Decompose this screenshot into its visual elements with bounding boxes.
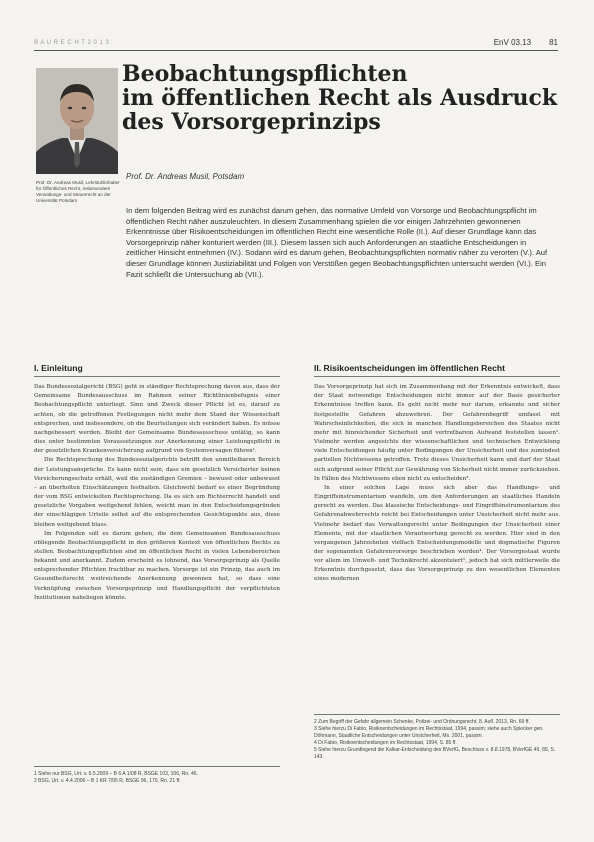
paragraph: In einer solchen Lage muss sich aber das Handlungs- und Eingriffsinstrumentarium wandeln, um den Anforderungen an staatliches Handeln gerecht zu werden. Das klassische Entscheidungs- und Eingriffsinstrumentarium des Gefahrenabwehrrechts reicht bei Entscheidungen unter Unsicherheit nicht mehr aus. Vielmehr bedarf das Verwaltungsrecht unter Bedingungen der Unsicherheit einer Elemente, mit der staatlichen Verantwortung gerecht zu werden. Hier sind in den vergangenen Jahrzehnten vielfach Entscheidungsmodelle und dogmatische Figuren der sogenannten Gefahrenvorsorge beschrieben worden⁴. Der Vorsorgestaat wurde vor allem im Umwelt- und Technikrecht akzentuiert⁵, jedoch hat sich mittlerweile die Erkenntnis durchgesetzt, dass das Vorsorgeprinzip zu den wesentlichen Elementen eines modernen <box>314 484 560 583</box>
left-column <box>34 364 280 603</box>
footnotes-left <box>34 766 280 785</box>
portrait-image <box>36 68 118 174</box>
page-number: 81 <box>549 38 558 47</box>
section-heading: I. Einleitung <box>34 364 280 377</box>
title-line-3: des Vorsorgeprinzips <box>122 109 381 135</box>
footnotes-right <box>314 714 560 761</box>
running-header: B A U R E C H T 2 0 1 3 <box>34 40 110 46</box>
paragraph: Das Vorsorgeprinzip hat sich im Zusammenhang mit der Erkenntnis entwickelt, dass der Staat notwendige Entscheidungen nicht immer auf der Basis gesicherter Erkenntnisse treffen kann. Es geht nicht mehr nur darum, erkannte und sicher festgestellte Gefahren abzuwehren. Der Gefahrenbegriff umfasst mit Wahrscheinlichkeiten, die sich in manchen Handlungsbereichen des Staates nicht mehr mit hinreichender Sicherheit und vertretbarem Aufwand feststellen lassen². Vielmehr werden angesichts der wissenschaftlichen und technischen Entwicklung viele Entscheidungen häufig unter Bedingungen der Unsicherheit und des zumindest partiellen Nichtwissens getroffen. Trotz dieses Unsicherheit kann und darf der Staat sich aufgrund seiner Pflicht zur Gewährung von Sicherheit nicht immer zurückziehen. In Fällen des Nichtwissens eben nicht zu entscheiden³. <box>314 384 560 482</box>
author-line: Prof. Dr. Andreas Musil, Potsdam <box>126 172 245 181</box>
section-heading: II. Risikoentscheidungen im öffentlichen Recht <box>314 364 560 377</box>
paragraph: Im Folgenden soll es darum gehen, die dem Gemeinsamen Bundesausschuss obliegende Beobachtungspflicht in den größeren Kontext von öffentlichen Rechts zu stellen. Beobachtungspflichten sind im öffentlichen Recht in vielen Lebensbereichen bekannt und anerkannt. Zudem erscheint es lohnend, das Vorsorgeprinzip als Quelle entsprechender Pflichten fruchtbar zu machen. Vorsorge ist ein Prinzip, das auch im Gesundheitsrecht weitreichende Anerkennung gewonnen hat, so dass eine Verknüpfung zwischen Vorsorgeprinzip und Handlungspflicht der verpflichteten Institutionen naheliegen könnte. <box>34 530 280 601</box>
header-meta <box>494 38 558 47</box>
footnote: 5 Siehe hierzu Grundlegend die Kalkar-Entscheidung des BVerfG, Beschluss v. 8.8.1978, BVerfGE 49, 89, S. 143. <box>314 747 556 760</box>
journal-issue: EnV 03.13 <box>493 38 532 47</box>
footnote: 1 Siehe nur BSG, Urt. v. 6.5.2009 – B 6 A 1/08 R, BSGE 103, 106, Rn. 46. <box>34 771 198 777</box>
abstract: In dem folgenden Beitrag wird es zunächst darum gehen, das normative Umfeld von Vorsorge und Beobachtungspflicht im öffentlichen Recht näher auszuleuchten. In diesem Zusammenhang spielen die vor einigen Jahrzehnten gewonnenen Erkenntnisse über Risikoentscheidungen im öffentlichen Recht eine wesentliche Rolle (II.). Auf dieser Grundlage kann das Vorsorgeprinzip näher konturiert werden (III.). Diesem lassen sich auch Anforderungen an staatliche Entscheidungen in zeitlicher Hinsicht entnehmen (IV.). Sodann wird es darum gehen, Beobachtungspflichten normativ näher zu verorten (V.). Auf dieser Grundlage können Justiziabilität und Folgen von Verstößen gegen Beobachtungspflichten untersucht werden (VI.). Ein Fazit schließt die Untersuchung ab (VII.). <box>126 206 548 279</box>
header-rule <box>34 50 558 51</box>
article-title <box>122 62 562 134</box>
title-line-2: im öffentlichen Recht als Ausdruck <box>122 85 558 111</box>
footnote: 2 BSG, Urt. v. 4.4.2006 – B 1 KR 7/05 R, BSGE 96, 170, Rn. 21 ff. <box>34 778 181 784</box>
author-photo <box>36 68 118 174</box>
paragraph: Die Rechtsprechung des Bundessozialgerichts betrifft den unmittelbaren Bereich der Leistungsansprüche. Es kann nicht sein, dass ein gesetzlich Versicherter keinen Versicherungsschutz erhält, weil die zuständigen Gremien – bewusst oder unbewusst – an überholten Einschätzungen festhalten. Gleichwohl bedarf es einer Begründung der vom BSG entwickelten Rechtsprechung. Da es sich um Richterrecht handelt und gesetzliche Vorgaben weitgehend fehlen, weicht man in den Entscheidungsgründen der einschlägigen Urteile selbst auf die entsprechenden Gesichtspunkte aus, diese bleiben weitgehend blass. <box>34 457 280 528</box>
paragraph: Das Bundessozialgericht (BSG) geht in ständiger Rechtsprechung davon aus, dass der Gemeinsame Bundesausschuss im Rahmen seiner Richtlinienbefugnis einer Beobachtungspflicht unterliegt. Sinn und Zweck dieser Pflicht ist es, darauf zu achten, ob die getroffenen Festlegungen nicht mehr dem Stand der Wissenschaft entsprechen, und insbesondere, ob die Beurteilungen sich verändert haben. Es müsse nachgebessert werden. Bleibt der Gemeinsame Bundesausschuss untätig, so kann dies unter bestimmten Voraussetzungen zur Anerkennung einer Leistungspflicht in der gesetzlichen Krankenversicherung aufgrund von Systemversagen führen¹. <box>34 384 280 455</box>
footnote: 3 Siehe hierzu Di Fabio, Risikoentscheidungen im Rechtsstaat, 1994, passim; siehe auch Spiecker gen. Döhmann, Staatliche Entscheidungen unter Unsicherheit, Ms. 2001, passim. <box>314 726 544 739</box>
footnote: 4 Di Fabio, Risikoentscheidungen im Rechtsstaat, 1994, S. 85 ff. <box>314 740 457 746</box>
right-column <box>314 364 560 585</box>
photo-caption: Prof. Dr. Andreas Musil, Lehrstuhlinhaber für Öffentliches Recht, insbesondere Verwaltungs- und Steuerrecht an der Universität Potsdam <box>36 180 120 203</box>
title-line-1: Beobachtungspflichten <box>122 61 408 87</box>
footnote: 2 Zum Begriff der Gefahr allgemein Schenke, Polizei- und Ordnungsrecht, 8. Aufl. 2013, Rn. 69 ff. <box>314 719 530 725</box>
